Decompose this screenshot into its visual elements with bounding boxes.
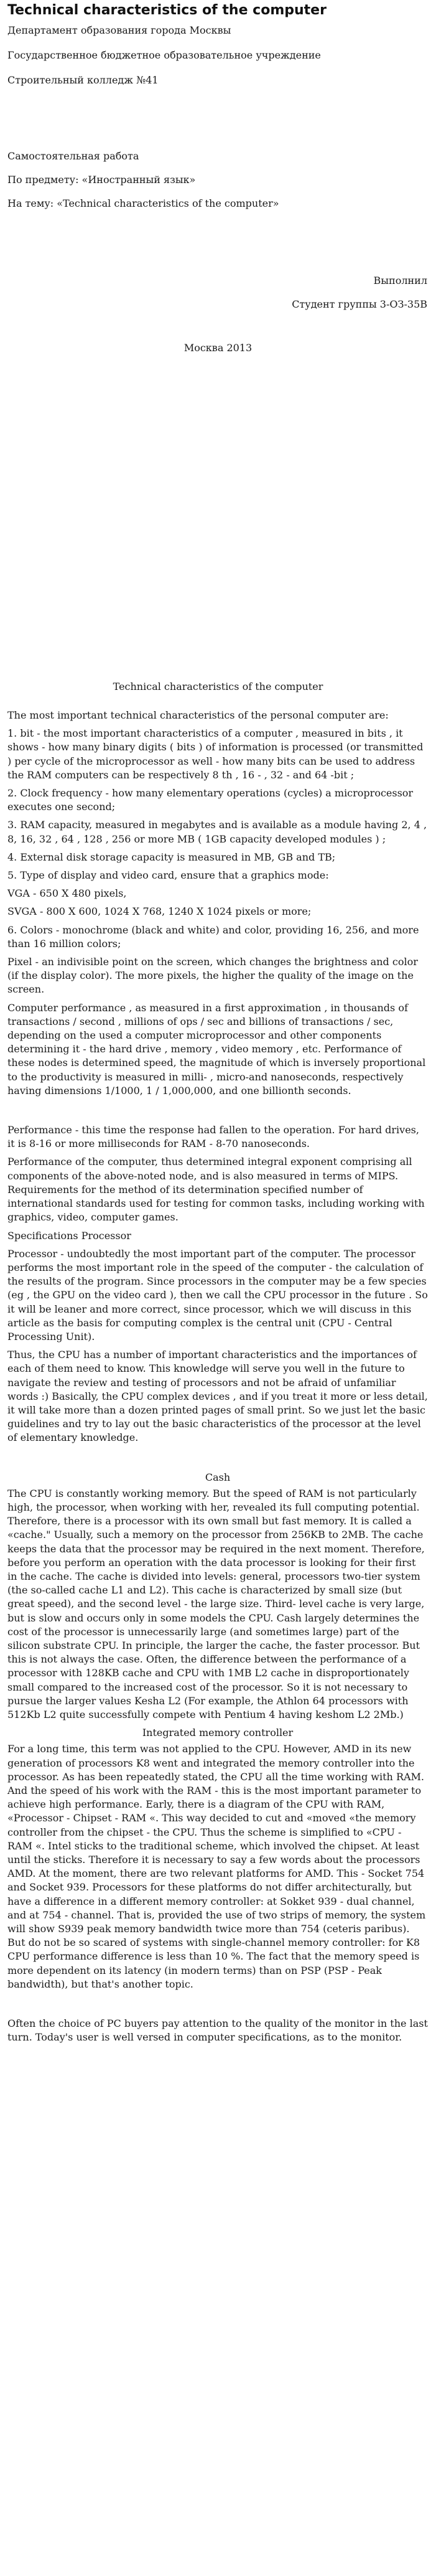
institution-line: Государственное бюджетное образовательное учреждение (7, 49, 321, 61)
department-line: Департамент образования города Москвы (7, 24, 231, 36)
performance-paragraph: Performance of the computer, thus determined integral exponent comprising all components of the above-noted node, and is also measured in terms of MIPS. Requirements for the method of its determination specified number of international standards used for testing for common tasks, including working with graphics, video, computer games. (7, 1156, 425, 1224)
spec-item: 4. External disk storage capacity is measured in MB, GB and TB; (7, 851, 336, 863)
spec-item: SVGA - 800 X 600, 1024 X 768, 1240 X 1024 pixels or more; (7, 905, 312, 918)
specifications-processor-label: Specifications Processor (7, 1229, 131, 1242)
processor-paragraph: Thus, the CPU has a number of important characteristics and the importances of each of them need to know. This knowledge will serve you well in the future to navigate the review and testing of processors and not be afraid of unfamiliar words :) Basically, the CPU complex devices , and if you treat it more or less detail, it will take more than a dozen printed pages of small print. So we just let the basic guidelines and try to lay out the basic characteristics of the processor at the level of elementary knowledge. (7, 1349, 428, 1444)
content-heading: Technical characteristics of the computer (113, 681, 323, 692)
document-title: Technical characteristics of the computer (7, 2, 327, 18)
city-year: Москва 2013 (183, 342, 253, 354)
intro-paragraph: The most important technical characteristics of the personal computer are: (7, 709, 389, 721)
spec-item: 6. Colors - monochrome (black and white) and color, providing 16, 256, and more than 16 million colors; (7, 923, 419, 950)
body-text (7, 709, 428, 2049)
imc-paragraph: For a long time, this term was not applied to the CPU. However, AMD in its new generation of processors K8 went and integrated the memory controller into the processor. As has been repeatedly stated, the CPU all the time working with RAM. And the speed of his work with the RAM - this is the most important parameter to achieve high performance. Early, there is a diagram of the CPU with RAM, «Processor - Chipset - RAM «. This way decided to cut and «moved «the memory controller from the chipset - the CPU. Thus the scheme is simplified to «CPU - RAM «. Intel sticks to the traditional scheme, which involved the chipset. At least until the sticks. Therefore it is necessary to say a few words about the processors AMD. At the moment, there are two relevant platforms for AMD. This - Socket 754 and Socket 939. Processors for these platforms do not differ architecturally, but have a difference in a different memory controller: at Sokket 939 - dual channel, and at 754 - channel. That is, provided the use of two strips of memory, the system will show S939 peak memory bandwidth twice more than 754 (ceteris paribus). But do not be so scared of systems with single-channel memory controller: for K8 CPU performance difference is less than 10 %. The fact that the memory speed is more dependent on its latency (in modern terms) than on PSP (PSP - Peak bandwidth), but that's another topic. (7, 1743, 426, 1990)
student-group: Студент группы 3-ОЗ-35В (292, 298, 427, 310)
work-subject: По предмету: «Иностранный язык» (7, 174, 196, 186)
performance-paragraph: Performance - this time the response had fallen to the operation. For hard drives, it is 8-16 or more milliseconds for RAM - 8-70 nanoseconds. (7, 1124, 419, 1150)
imc-heading: Integrated memory controller (142, 1727, 294, 1739)
college-line: Строительный колледж №41 (7, 74, 159, 86)
spec-item: 1. bit - the most important characteristics of a computer , measured in bits , it shows - how many binary digits ( bits ) of information is processed (or transmitted ) per cycle of the microprocessor as well - how many bits can be used to address the RAM computers can be respectively 8 th , 16 - , 32 - and 64 -bit ; (7, 727, 424, 781)
spec-item: 3. RAM capacity, measured in megabytes and is available as a module having 2, 4 , 8, 16, 32 , 64 , 128 , 256 or more MB ( 1GB capacity developed modules ) ; (7, 819, 427, 845)
spec-item: Computer performance , as measured in a first approximation , in thousands of transactions / second , millions of ops / sec and billions of transactions / sec, depending on the used a computer microprocessor and other components determining it - the hard drive , memory , video memory , etc. Performance of these nodes is determined speed, the magnitude of which is inversely proportional to the productivity is measured in milli- , micro-and nanoseconds, respectively having dimensions 1/1000, 1 / 1,000,000, and one billionth seconds. (7, 1001, 426, 1097)
work-topic: На тему: «Technical characteristics of the computer» (7, 197, 279, 209)
spec-item: 2. Clock frequency - how many elementary operations (cycles) a microprocessor executes one second; (7, 787, 414, 813)
spec-item: VGA - 650 X 480 pixels, (7, 887, 127, 900)
spec-item: 5. Type of display and video card, ensure that a graphics mode: (7, 869, 329, 882)
cash-paragraph: The CPU is constantly working memory. But the speed of RAM is not particularly high, the processor, when working with her, revealed its full computing potential. Therefore, there is a processor with its own small but fast memory. It is called a «cache." Usually, such a memory on the processor from 256KB to 2MB. The cache keeps the data that the processor may be required in the next moment. Therefore, before you perform an operation with the data processor is looking for their first in the cache. The cache is divided into levels: general, processors two-tier system (the so-called cache L1 and L2). This cache is characterized by small size (but great speed), and the second level - the large size. Third- level cache is very large, but is slow and occurs only in some models the CPU. Cash largely determines the cost of the processor is unnecessarily large (and sometimes large) part of the silicon substrate CPU. In principle, the larger the cache, the faster processor. But this is not always the case. Often, the difference between the performance of a processor with 128KB cache and CPU with 1MB L2 cache in disproportionately small compared to the increased cost of the processor. So it is not necessary to pursue the larger values Kesha L2 (For example, the Athlon 64 processors with 512Kb L2 quite successfully compete with Pentium 4 having keshom L2 2Mb.) (7, 1487, 425, 1720)
completed-by: Выполнил (373, 275, 427, 286)
cash-heading: Cash (205, 1471, 231, 1483)
closing-paragraph: Often the choice of PC buyers pay attention to the quality of the monitor in the last turn. Today's user is well versed in computer specifications, as to the monitor. (7, 2017, 428, 2044)
processor-paragraph: Processor - undoubtedly the most important part of the computer. The processor performs the most important role in the speed of the computer - the calculation of the results of the program. Since processors in the computer may be a few species (eg , the GPU on the video card ), then we call the CPU processor in the future . So it will be leaner and more correct, since processor, which we will discuss in this article as the basis for computing complex is the central unit (CPU - Central Processing Unit). (7, 1247, 428, 1342)
work-type: Самостоятельная работа (7, 150, 139, 162)
spec-item: Pixel - an indivisible point on the screen, which changes the brightness and color (if the display color). The more pixels, the higher the quality of the image on the screen. (7, 956, 418, 996)
